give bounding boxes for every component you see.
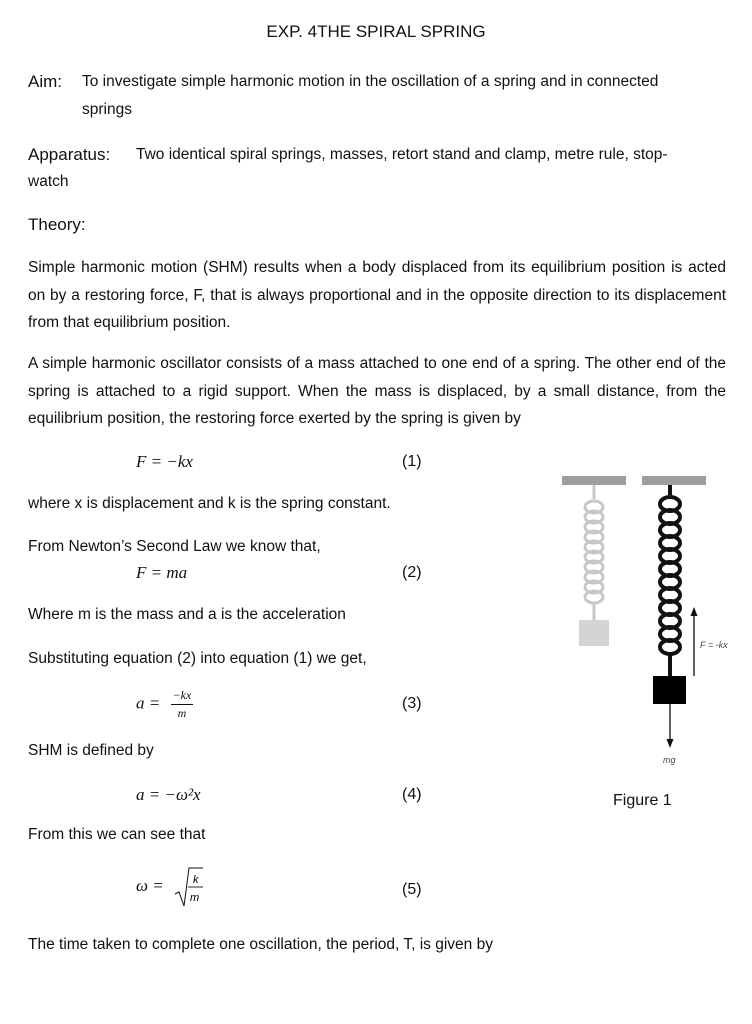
theory-paragraph-2: A simple harmonic oscillator consists of a mass attached to one end of a spring. The other end of the spring is attached to a rigid support. When the mass is displaced, by a small distance, from the equilibrium position, the restoring force exerted by the spring is given by — [28, 355, 726, 427]
equation-2: F = ma — [136, 563, 188, 582]
equation-3 — [136, 688, 193, 721]
equation-5-numerator: k — [193, 874, 199, 886]
left-mass-equilibrium — [579, 620, 609, 646]
sqrt-symbol-icon — [174, 866, 204, 908]
equation-5-denominator: m — [190, 892, 200, 904]
right-support-bar — [642, 476, 706, 485]
equation-5-number: (5) — [402, 881, 422, 898]
apparatus-text-line2: watch — [28, 173, 69, 190]
newton-text: From Newton’s Second Law we know that, — [28, 538, 321, 555]
force-label: F = -kx — [700, 640, 728, 650]
where-m-text: Where m is the mass and a is the acceleration — [28, 606, 346, 623]
aim-text-line2: springs — [82, 101, 132, 118]
equation-3-numerator: −kx — [171, 688, 194, 705]
page-title: EXP. 4THE SPIRAL SPRING — [266, 22, 486, 41]
from-this-text: From this we can see that — [28, 826, 206, 843]
shm-defined-text: SHM is defined by — [28, 742, 154, 759]
right-spring — [660, 485, 680, 676]
equation-4: a = −ω²x — [136, 785, 201, 804]
equation-1-number: (1) — [402, 453, 422, 470]
apparatus-text-line1: Two identical spiral springs, masses, retort stand and clamp, metre rule, stop- — [136, 146, 668, 163]
equation-5-sqrt — [174, 866, 204, 908]
equation-3-number: (3) — [402, 695, 422, 712]
equation-3-denominator: m — [177, 706, 187, 720]
equation-2-number: (2) — [402, 564, 422, 581]
equation-3-fraction — [171, 688, 194, 721]
theory-heading: Theory: — [28, 215, 86, 234]
figure-1-diagram — [548, 466, 752, 786]
left-spring — [585, 485, 603, 620]
equation-1: F = −kx — [136, 452, 193, 471]
equation-3-lhs: a = — [136, 693, 161, 713]
right-mass — [653, 676, 686, 704]
where-x-text: where x is displacement and k is the spring constant. — [28, 495, 391, 512]
equation-4-number: (4) — [402, 786, 422, 803]
substituting-text: Substituting equation (2) into equation (1) we get, — [28, 650, 367, 667]
period-text: The time taken to complete one oscillation, the period, T, is given by — [28, 936, 493, 953]
apparatus-label: Apparatus: — [28, 145, 111, 164]
figure-caption: Figure 1 — [613, 792, 672, 809]
aim-text-line1: To investigate simple harmonic motion in the oscillation of a spring and in connected — [82, 73, 659, 90]
left-support-bar — [562, 476, 626, 485]
equation-5-lhs: ω = — [136, 876, 164, 896]
weight-label: mg — [663, 755, 676, 765]
theory-paragraph-1: Simple harmonic motion (SHM) results when a body displaced from its equilibrium position is acted on by a restoring force, F, that is always proportional and in the opposite direction to its displacement from that equilibrium position. — [28, 259, 726, 331]
equation-5 — [136, 866, 204, 908]
aim-label: Aim: — [28, 72, 62, 91]
